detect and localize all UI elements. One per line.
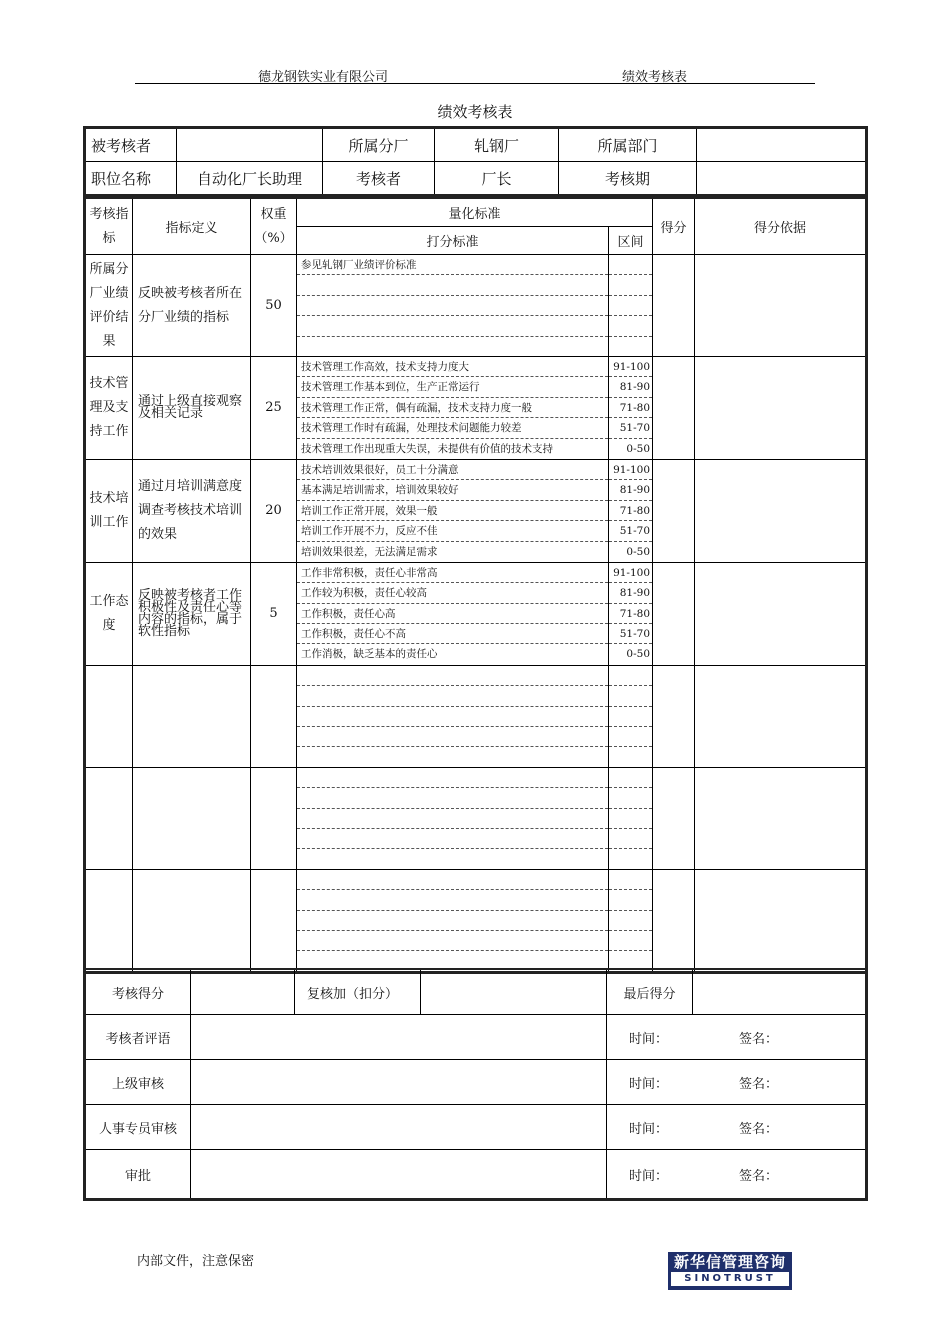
col-basis: 得分依据 bbox=[695, 198, 867, 255]
criterion-line: 基本满足培训需求，培训效果较好 bbox=[297, 480, 608, 500]
range-line: 91-100 bbox=[609, 563, 652, 583]
criterion-line bbox=[297, 275, 608, 295]
header-doc-name: 绩效考核表 bbox=[622, 70, 688, 85]
hr-signature[interactable] bbox=[607, 1105, 867, 1150]
period-value[interactable] bbox=[697, 162, 867, 196]
range-line: 91-100 bbox=[609, 460, 652, 480]
position-value[interactable]: 自动化厂长助理 bbox=[177, 162, 323, 196]
weight-cell: 25 bbox=[251, 357, 297, 460]
criteria-cell[interactable] bbox=[297, 869, 609, 972]
definition-cell: 通过上级直接观察及相关记录 bbox=[133, 357, 251, 460]
dept-label: 所属部门 bbox=[559, 128, 697, 162]
basis-cell[interactable] bbox=[695, 459, 867, 562]
review-label: 复核加（扣分） bbox=[295, 969, 421, 1015]
summary-table bbox=[83, 968, 868, 1201]
time-label: 时间： bbox=[629, 1121, 669, 1137]
col-weight-unit: （%） bbox=[254, 230, 293, 246]
criterion-line: 技术管理工作时有疏漏，处理技术问题能力较差 bbox=[297, 418, 608, 438]
range-line: 81-90 bbox=[609, 480, 652, 500]
footer-note: 内部文件，注意保密 bbox=[137, 1254, 255, 1269]
criteria-cell[interactable] bbox=[297, 665, 609, 767]
criterion-line bbox=[297, 296, 608, 316]
col-indicator: 考核指标 bbox=[85, 198, 133, 255]
hr-value[interactable] bbox=[191, 1105, 607, 1150]
sign-label: 签名： bbox=[739, 1168, 779, 1184]
criterion-line: 技术管理工作出现重大失误，未提供有价值的技术支持 bbox=[301, 442, 553, 455]
range-line: 91-100 bbox=[609, 357, 652, 377]
position-label: 职位名称 bbox=[85, 162, 177, 196]
table-row bbox=[85, 357, 867, 460]
criterion-line: 工作非常积极，责任心非常高 bbox=[297, 563, 608, 583]
criterion-line: 培训工作开展不力，反应不佳 bbox=[297, 521, 608, 541]
time-label: 时间： bbox=[629, 1031, 669, 1047]
range-line: 51-70 bbox=[609, 418, 652, 438]
time-label: 时间： bbox=[629, 1168, 669, 1184]
sinotrust-logo bbox=[668, 1252, 792, 1290]
range-cell bbox=[609, 357, 653, 460]
criteria-cell bbox=[297, 562, 609, 665]
criterion-line: 技术管理工作高效，技术支持力度大 bbox=[297, 357, 608, 377]
score-cell[interactable] bbox=[653, 357, 695, 460]
superior-label: 上级审核 bbox=[85, 1060, 191, 1105]
table-row-empty bbox=[85, 767, 867, 869]
col-definition: 指标定义 bbox=[133, 198, 251, 255]
definition-cell[interactable] bbox=[133, 869, 251, 972]
logo-en-text: SINOTRUST bbox=[671, 1272, 789, 1286]
header-divider bbox=[135, 83, 815, 84]
criterion-line: 工作积极，责任心高 bbox=[297, 604, 608, 624]
superior-signature[interactable] bbox=[607, 1060, 867, 1105]
col-weight-label: 权重 bbox=[260, 206, 287, 222]
range-line: 51-70 bbox=[609, 624, 652, 644]
basis-cell[interactable] bbox=[695, 869, 867, 972]
range-line: 0-50 bbox=[626, 545, 651, 558]
range-cell[interactable] bbox=[609, 869, 653, 972]
score-cell[interactable] bbox=[653, 562, 695, 665]
col-scoring: 打分标准 bbox=[297, 227, 609, 255]
final-score-value[interactable] bbox=[693, 969, 867, 1015]
criteria-cell bbox=[297, 255, 609, 357]
info-table bbox=[83, 126, 868, 197]
comment-signature[interactable] bbox=[607, 1015, 867, 1060]
range-line bbox=[609, 275, 652, 295]
sign-label: 签名： bbox=[739, 1031, 779, 1047]
criterion-line: 培训工作正常开展，效果一般 bbox=[297, 501, 608, 521]
score-cell[interactable] bbox=[653, 459, 695, 562]
approve-signature[interactable] bbox=[607, 1150, 867, 1200]
weight-cell: 5 bbox=[251, 562, 297, 665]
indicator-cell: 工作态度 bbox=[85, 562, 133, 665]
range-line: 51-70 bbox=[609, 521, 652, 541]
table-row bbox=[85, 459, 867, 562]
weight-cell: 50 bbox=[251, 255, 297, 357]
criterion-line: 技术管理工作基本到位，生产正常运行 bbox=[297, 377, 608, 397]
examinee-label: 被考核者 bbox=[85, 128, 177, 162]
score-cell[interactable] bbox=[653, 255, 695, 357]
page-title: 绩效考核表 bbox=[437, 103, 513, 121]
definition-cell: 反映被考核者工作积极性及责任心等内容的指标，属于软性指标 bbox=[133, 562, 251, 665]
sign-label: 签名： bbox=[739, 1076, 779, 1092]
score-cell[interactable] bbox=[653, 767, 695, 869]
indicator-cell[interactable] bbox=[85, 869, 133, 972]
criteria-cell bbox=[297, 459, 609, 562]
final-score-label: 最后得分 bbox=[607, 969, 693, 1015]
range-line: 81-90 bbox=[609, 583, 652, 603]
weight-cell[interactable] bbox=[251, 869, 297, 972]
col-score: 得分 bbox=[653, 198, 695, 255]
superior-value[interactable] bbox=[191, 1060, 607, 1105]
indicator-cell[interactable] bbox=[85, 767, 133, 869]
total-score-value[interactable] bbox=[191, 969, 295, 1015]
range-line: 71-80 bbox=[609, 604, 652, 624]
range-cell bbox=[609, 255, 653, 357]
kpi-table bbox=[83, 197, 868, 974]
period-label: 考核期 bbox=[559, 162, 697, 196]
basis-cell[interactable] bbox=[695, 767, 867, 869]
dept-value[interactable] bbox=[697, 128, 867, 162]
range-line bbox=[609, 255, 652, 275]
weight-cell[interactable] bbox=[251, 767, 297, 869]
col-range: 区间 bbox=[609, 227, 653, 255]
range-line bbox=[609, 316, 652, 336]
criterion-line: 工作较为积极，责任心较高 bbox=[297, 583, 608, 603]
range-line: 71-80 bbox=[609, 398, 652, 418]
col-quant: 量化标准 bbox=[297, 198, 653, 227]
header-company: 德龙钢铁实业有限公司 bbox=[258, 70, 389, 85]
table-row-empty bbox=[85, 869, 867, 972]
range-cell bbox=[609, 562, 653, 665]
criterion-line: 技术培训效果很好，员工十分满意 bbox=[297, 460, 608, 480]
range-line: 0-50 bbox=[626, 648, 651, 661]
branch-label: 所属分厂 bbox=[323, 128, 435, 162]
comment-value[interactable] bbox=[191, 1015, 607, 1060]
approve-value[interactable] bbox=[191, 1150, 607, 1200]
range-line: 81-90 bbox=[609, 377, 652, 397]
basis-cell[interactable] bbox=[695, 255, 867, 357]
basis-cell[interactable] bbox=[695, 562, 867, 665]
criteria-cell bbox=[297, 357, 609, 460]
approve-label: 审批 bbox=[85, 1150, 191, 1200]
indicator-cell[interactable] bbox=[85, 665, 133, 767]
range-line: 0-50 bbox=[626, 442, 651, 455]
definition-cell[interactable] bbox=[133, 665, 251, 767]
criterion-line: 参见轧钢厂业绩评价标准 bbox=[297, 255, 608, 275]
table-row bbox=[85, 562, 867, 665]
sign-label: 签名： bbox=[739, 1121, 779, 1137]
criterion-line: 工作消极，缺乏基本的责任心 bbox=[301, 648, 438, 661]
range-line bbox=[609, 296, 652, 316]
hr-label: 人事专员审核 bbox=[85, 1105, 191, 1150]
criterion-line: 技术管理工作正常，偶有疏漏，技术支持力度一般 bbox=[297, 398, 608, 418]
indicator-cell: 技术培训工作 bbox=[85, 459, 133, 562]
comment-label: 考核者评语 bbox=[85, 1015, 191, 1060]
criterion-line bbox=[297, 316, 608, 336]
range-cell[interactable] bbox=[609, 665, 653, 767]
total-score-label: 考核得分 bbox=[85, 969, 191, 1015]
range-line: 71-80 bbox=[609, 501, 652, 521]
criterion-line: 工作积极，责任心不高 bbox=[297, 624, 608, 644]
examiner-value[interactable]: 厂长 bbox=[435, 162, 559, 196]
table-row bbox=[85, 255, 867, 357]
criterion-line: 培训效果很差，无法满足需求 bbox=[301, 545, 438, 558]
logo-cn-text: 新华信管理咨询 bbox=[673, 1253, 786, 1271]
branch-value[interactable]: 轧钢厂 bbox=[435, 128, 559, 162]
examiner-label: 考核者 bbox=[323, 162, 435, 196]
indicator-cell: 技术管理及支持工作 bbox=[85, 357, 133, 460]
weight-cell: 20 bbox=[251, 459, 297, 562]
indicator-cell: 所属分厂业绩评价结果 bbox=[85, 255, 133, 357]
basis-cell[interactable] bbox=[695, 665, 867, 767]
score-cell[interactable] bbox=[653, 869, 695, 972]
col-weight bbox=[251, 198, 297, 255]
examinee-value[interactable] bbox=[177, 128, 323, 162]
basis-cell[interactable] bbox=[695, 357, 867, 460]
range-cell bbox=[609, 459, 653, 562]
range-cell[interactable] bbox=[609, 767, 653, 869]
weight-cell[interactable] bbox=[251, 665, 297, 767]
review-value[interactable] bbox=[421, 969, 607, 1015]
definition-cell: 通过月培训满意度调查考核技术培训的效果 bbox=[133, 459, 251, 562]
definition-cell: 反映被考核者所在分厂业绩的指标 bbox=[133, 255, 251, 357]
table-row-empty bbox=[85, 665, 867, 767]
definition-cell[interactable] bbox=[133, 767, 251, 869]
time-label: 时间： bbox=[629, 1076, 669, 1092]
score-cell[interactable] bbox=[653, 665, 695, 767]
criteria-cell[interactable] bbox=[297, 767, 609, 869]
